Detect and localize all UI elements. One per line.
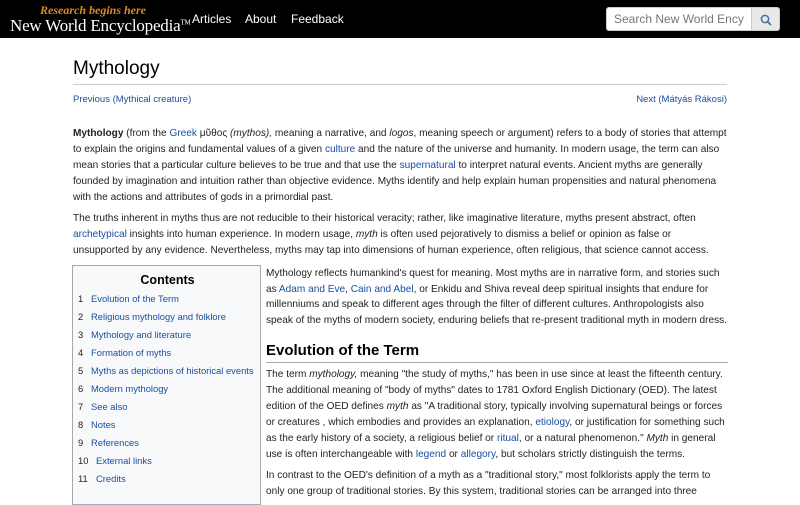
text-run: , or a natural phenomenon." [518,432,647,444]
link-greek[interactable]: Greek [169,128,197,139]
toc-label[interactable]: References [91,437,139,448]
toc-number: 3 [78,329,84,340]
link-culture[interactable]: culture [324,143,356,155]
text-run: and the nature of the universe and humanity. In modern usage, the term can also mean stories that a particular culture believes to be true and that use the [73,143,720,171]
toc-number: 8 [78,419,84,430]
text-run: is often used pejoratively to dismiss a belief or opinion as false or unsupported by any evidence. Nevertheless, myths may tap into dimensions of human experience, often religious, that science cannot access. [73,228,709,256]
section-divider [266,362,728,363]
intro-paragraph-2 [73,211,728,259]
toc-item[interactable] [78,293,179,304]
toc-item[interactable] [78,401,127,412]
link-ritual[interactable]: ritual [496,432,519,444]
text-italic: myth [355,228,378,240]
nav-articles[interactable]: Articles [192,12,232,26]
logo-brand-text: New World Encyclopedia [10,16,181,35]
toc-label[interactable]: External links [96,455,152,466]
text-italic: (mythos), [230,128,273,139]
site-logo[interactable] [10,2,191,36]
text-italic: Myth [646,432,669,444]
toc-number: 1 [78,293,84,304]
toc-title: Contents [140,273,195,287]
term-bold: Mythology [73,128,124,139]
text-run: , or justification for something such as the early history of a society, a religious belief or [266,416,725,444]
text-italic: myth [386,400,409,412]
toc-item[interactable] [78,347,171,358]
top-navbar [0,0,800,38]
text-run: The term [266,369,310,380]
section-paragraph-1 [266,367,728,462]
text-run: , [345,283,351,295]
toc-number: 9 [78,437,84,448]
toc-label[interactable]: See also [91,401,128,412]
previous-article-link[interactable]: Previous (Mythical creature) [73,94,192,105]
text-run: Mythology reflects humankind's quest for meaning. Most myths are in narrative form, and stories such as [266,268,720,295]
toc-number: 10 [78,455,89,466]
toc-label[interactable]: Mythology and literature [91,329,192,340]
text-italic: mythology, [309,369,358,380]
link-supernatural[interactable]: supernatural [399,159,456,171]
nav-feedback[interactable]: Feedback [291,12,344,26]
text-run: meaning "the study of myths," has been in use since at least the fifteenth century. The additional meaning of "body of myths" dates to 1781 Oxford English Dictionary (OED). The latest edition of the OED defines [266,369,723,412]
text-italic: logos [389,128,414,139]
toc-number: 5 [78,365,84,376]
text-run: insights into human experience. In modern usage, [126,228,356,240]
toc-label[interactable]: Myths as depictions of historical events [91,365,254,376]
intro-paragraph-3 [266,266,728,328]
toc-label[interactable]: Evolution of the Term [91,293,179,304]
search-icon [760,14,772,26]
text-run: , or Enkidu and Shiva reveal deep spiritual insights that endure for millenniums and speak to different ages through the filter of different cultures. Anthropologists also speak of the myths of modern society, enduring beliefs that re-present traditional myth in modern dress. [266,283,727,326]
text-run: meaning a narrative, and [272,128,390,139]
text-run: μῦθος [196,128,231,139]
search-button[interactable] [752,7,780,31]
toc-label[interactable]: Religious mythology and folklore [91,311,226,322]
toc-number: 6 [78,383,84,394]
toc-item[interactable] [78,365,254,376]
link-allegory[interactable]: allegory [460,448,496,460]
next-article-link[interactable]: Next (Mátyás Rákosi) [636,94,727,105]
toc-item[interactable] [78,419,116,430]
toc-number: 4 [78,347,84,358]
link-legend[interactable]: legend [415,448,447,460]
text-run: , meaning speech or argument) refers to a body of stories that attempt to explain the origins and fundamental values of a given [73,128,727,155]
table-of-contents [72,265,261,505]
logo-brand [10,16,191,36]
text-run: or [446,448,461,460]
toc-item[interactable] [78,455,152,466]
link-archetypical[interactable]: archetypical [73,228,127,240]
toc-label[interactable]: Notes [91,419,116,430]
title-divider [73,84,727,85]
section-heading: Evolution of the Term [266,342,420,359]
toc-item[interactable] [78,311,226,322]
toc-item[interactable] [78,383,168,394]
nav-about[interactable]: About [245,12,277,26]
toc-item[interactable] [78,473,126,484]
toc-item[interactable] [78,329,191,340]
toc-label[interactable]: Formation of myths [91,347,172,358]
toc-label[interactable]: Credits [96,473,126,484]
text-run: The truths inherent in myths thus are not reducible to their historical veracity; rather, like imaginative literature, myths present abstract, often [73,213,696,224]
link-adam-and-eve[interactable]: Adam and Eve [278,283,346,295]
toc-item[interactable] [78,437,139,448]
text-run: (from the [123,128,170,139]
text-run: in general use is often interchangeable with [266,432,716,460]
page-title: Mythology [73,58,160,79]
toc-label[interactable]: Modern mythology [91,383,169,394]
toc-number: 11 [78,473,88,484]
toc-number: 2 [78,311,84,322]
text-run: to interpret natural events. Ancient myths are generally founded by imagination and intuition rather than objective evidence. Myths identify and help explain human propensities and natural phenomena with the actions and attributes of gods in a primordial past. [73,159,717,203]
logo-trademark: TM [180,18,191,27]
section-paragraph-2: In contrast to the OED's definition of a myth as a "traditional story," most folklorists apply the term to only one group of traditional stories. By this system, traditional stories can be arranged into three [266,470,711,497]
text-run: , but scholars strictly distinguish the terms. [495,448,685,460]
toc-number: 7 [78,401,84,412]
intro-paragraph-1 [73,126,728,206]
link-cain-and-abel[interactable]: Cain and Abel [350,283,414,295]
text-run: as "A traditional story, typically involving supernatural beings or forces or creatures , which embodies and provides an explanation, [266,400,723,428]
search-input[interactable] [606,7,752,31]
link-etiology[interactable]: etiology [535,416,570,428]
logo-tagline: Research begins here [40,3,146,17]
